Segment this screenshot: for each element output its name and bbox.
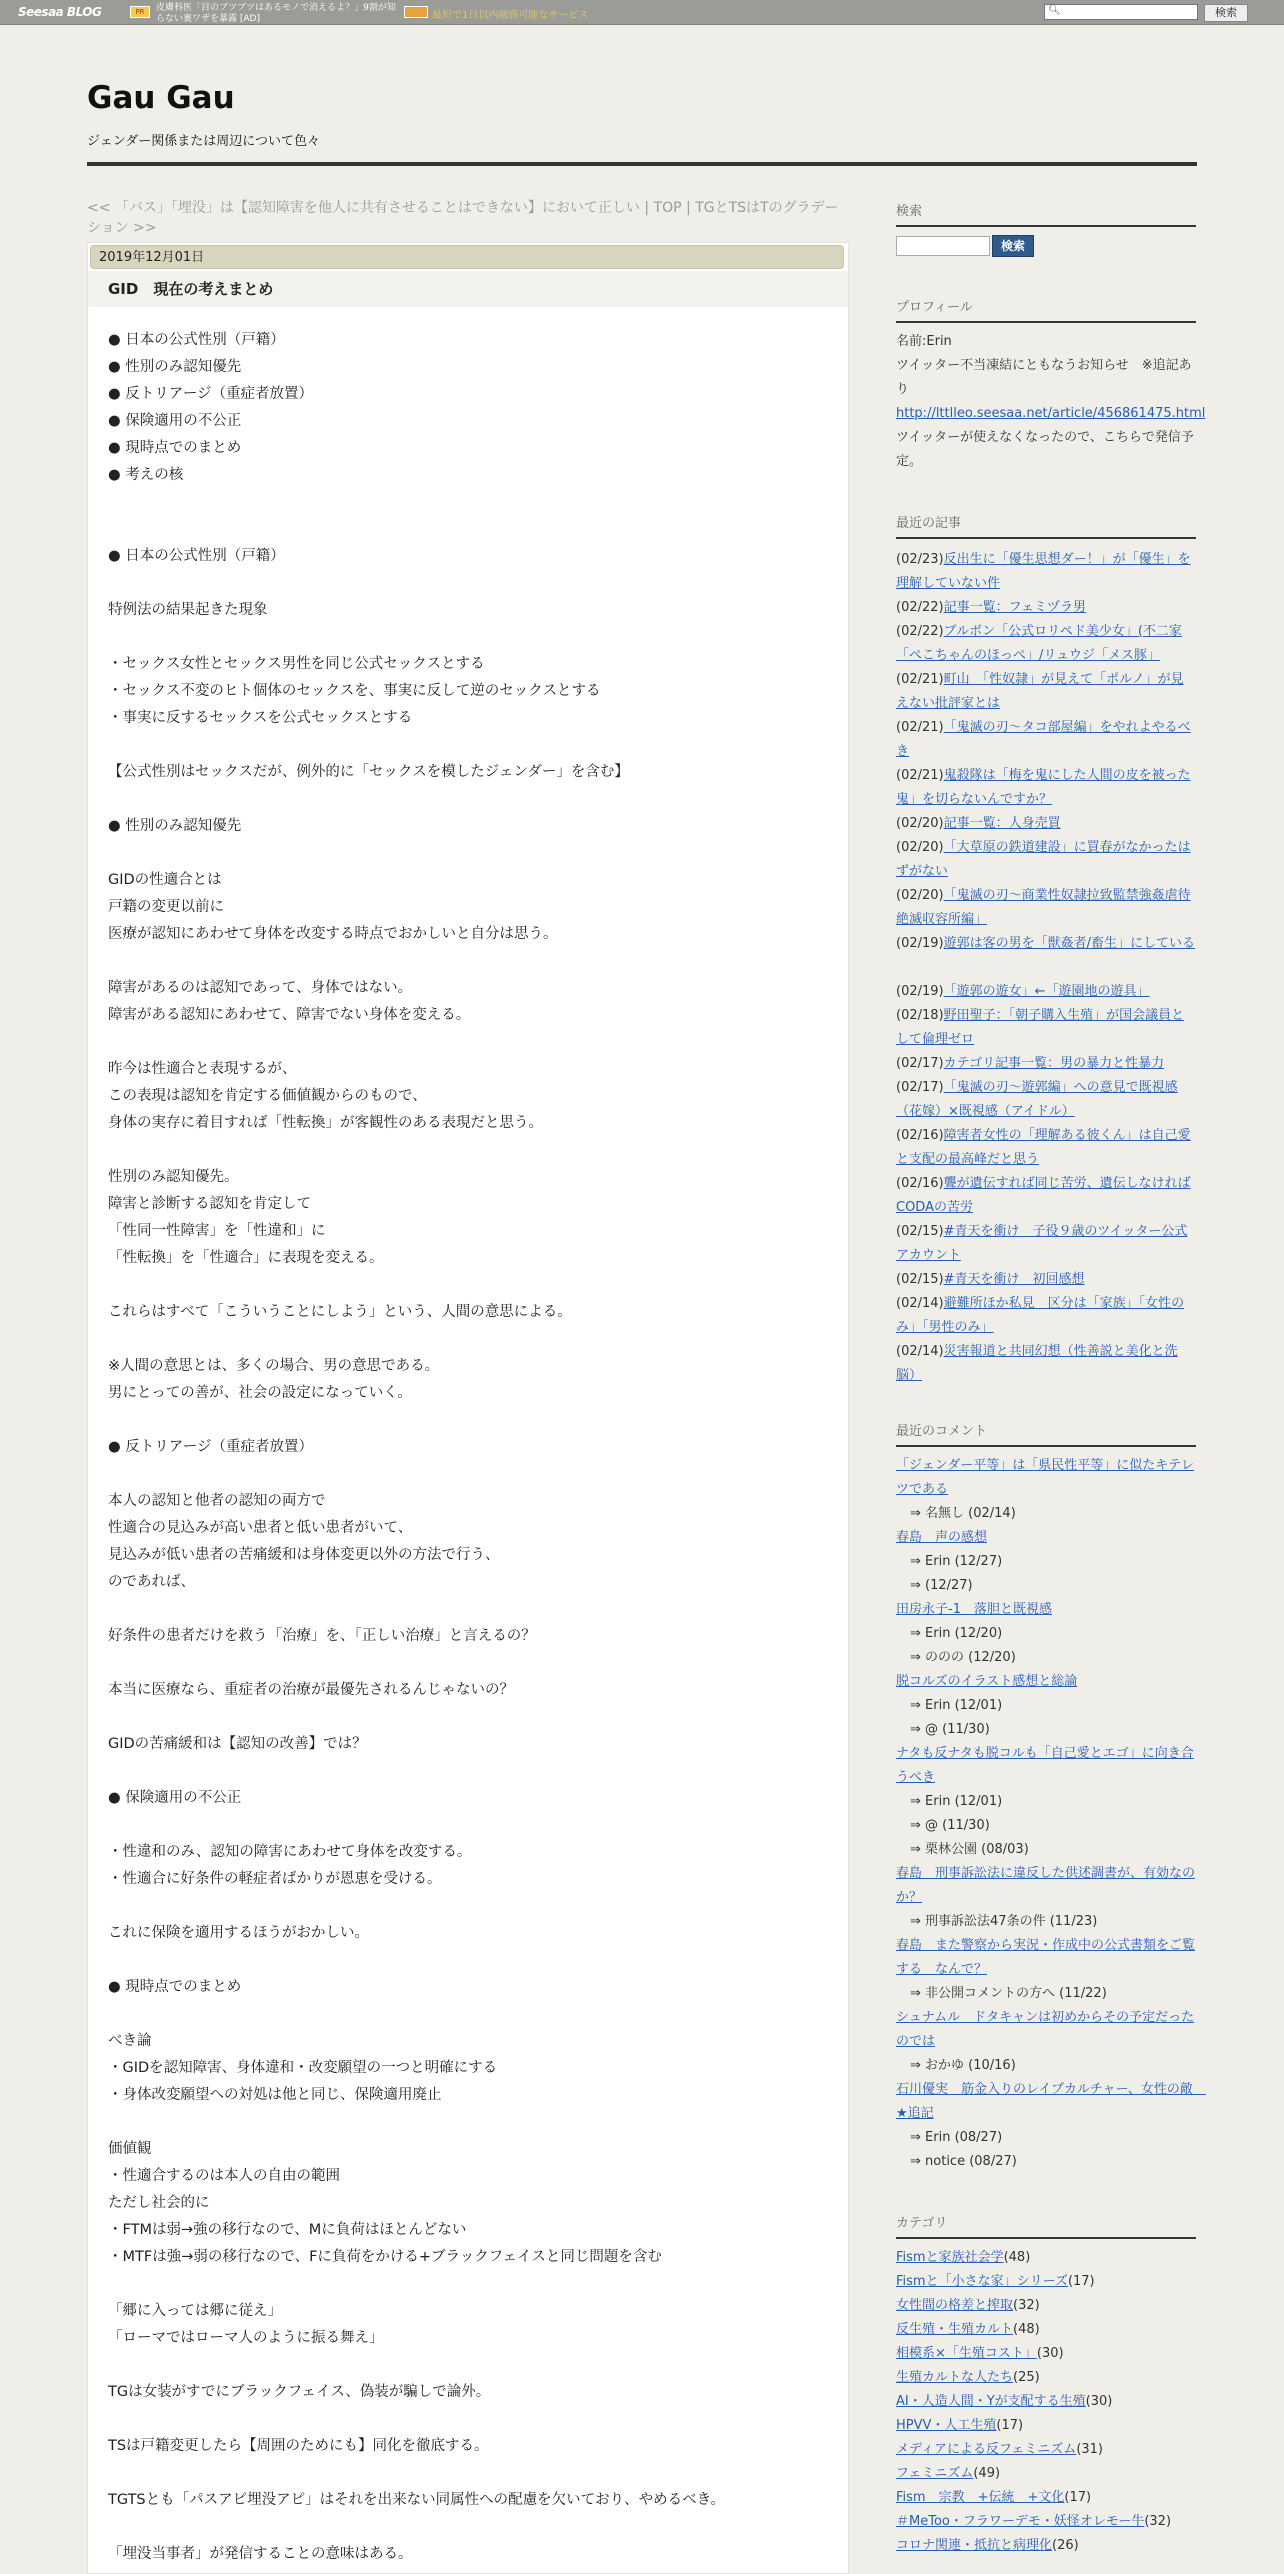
recent-article-item xyxy=(896,620,1196,668)
header-divider xyxy=(87,162,1197,166)
category-link[interactable]: Fism 宗教 +伝統 +文化 xyxy=(896,2490,1065,2505)
recent-article-link[interactable]: #青天を衝け 子役９歳のツイッター公式アカウント xyxy=(896,1224,1188,1263)
post-line xyxy=(108,1461,838,1488)
post-line xyxy=(108,2109,838,2136)
post-line xyxy=(108,1947,838,1974)
category-count: (48) xyxy=(1013,2322,1040,2337)
recent-article-link[interactable]: 遊郭は客の男を「獣姦者/畜生」にしている xyxy=(943,936,1195,951)
ad-link-2[interactable]: 最短で1日以内融資可能なサービス xyxy=(432,10,589,21)
recent-article-link[interactable]: 鬼殺隊は「梅を鬼にした人間の皮を被った鬼」を切らないんですか？ xyxy=(896,768,1191,807)
recent-article-date: (02/14) xyxy=(896,1344,944,1359)
recent-article-item xyxy=(896,668,1196,716)
comment-author[interactable]: ⇒ 名無し (02/14) xyxy=(910,1506,1016,1521)
recent-article-date: (02/15) xyxy=(896,1224,944,1239)
post-line: 価値観 xyxy=(108,2141,152,2157)
profile-after: ツイッターが使えなくなったので、こちらで発信予定。 xyxy=(896,430,1194,469)
category-item xyxy=(896,2462,1196,2486)
post-line xyxy=(108,2352,838,2379)
recent-article-link[interactable]: 記事一覧：フェミヅラ男 xyxy=(943,600,1086,615)
recent-article-date: (02/14) xyxy=(896,1296,944,1311)
post-line: ただし社会的に xyxy=(108,2195,210,2211)
post-line xyxy=(108,2406,838,2433)
post-line: ・FTMは弱→強の移行なので、Mに負荷はほとんどない xyxy=(108,2222,467,2238)
category-item xyxy=(896,2390,1196,2414)
category-item xyxy=(896,2486,1196,2510)
comment-author[interactable]: ⇒ 刑事訴訟法47条の件 (11/23) xyxy=(910,1914,1098,1929)
comment-author[interactable]: ⇒ 非公開コメントの方へ (11/22) xyxy=(910,1986,1107,2001)
top-search-button[interactable]: 検索 xyxy=(1204,4,1248,22)
post-line: ・性適合するのは本人の自由の範囲 xyxy=(108,2168,340,2184)
post-line xyxy=(108,489,838,516)
post-line: 本人の認知と他者の認知の両方で xyxy=(108,1493,326,1509)
post-line: 「郷に入っては郷に従え」 xyxy=(108,2303,282,2319)
category-link[interactable]: 女性間の格差と搾取 xyxy=(896,2298,1014,2313)
comment-author[interactable]: ⇒ (12/27) xyxy=(910,1578,973,1593)
recent-article-link[interactable]: ブルボン「公式ロリペド美少女」(不二家「ぺこちゃんのほっぺ」/リュウジ「メス豚」 xyxy=(896,624,1182,663)
article-navigation xyxy=(87,198,847,238)
search-heading: 検索 xyxy=(896,200,1196,227)
post-line: 性適合の見込みが高い患者と低い患者がいて、 xyxy=(108,1520,413,1536)
category-count: (17) xyxy=(996,2418,1024,2433)
post-line: 障害と診断する認知を肯定して xyxy=(108,1196,311,1212)
category-link[interactable]: AI・人造人間・Yが支配する生殖 xyxy=(896,2394,1086,2409)
post-line xyxy=(108,1326,838,1353)
comment-author[interactable]: ⇒ Erin (12/01) xyxy=(910,1794,1003,1809)
sidebar-search-input[interactable] xyxy=(896,236,990,256)
post-line: ・身体改変願望への対処は他と同じ、保険適用廃止 xyxy=(108,2087,442,2103)
recent-article-item xyxy=(896,836,1196,884)
recent-article-date: (02/22) xyxy=(896,624,944,639)
recent-article-item xyxy=(896,1220,1196,1268)
comment-author[interactable]: ⇒ @ (11/30) xyxy=(910,1722,990,1737)
category-count: (17) xyxy=(1064,2490,1092,2505)
post-line: 昨今は性適合と表現するが、 xyxy=(108,1061,297,1077)
post-line xyxy=(108,2001,838,2028)
top-search-input[interactable] xyxy=(1044,4,1198,20)
recent-article-date: (02/22) xyxy=(896,600,944,615)
recent-article-item xyxy=(896,1124,1196,1172)
recent-article-link[interactable]: 「遊郭の遊女」←「遊園地の遊具」 xyxy=(943,984,1150,999)
prev-article-link[interactable]: << 「バス」「埋没」は【認知障害を他人に共有させることはできない】において正しい xyxy=(87,200,640,216)
recent-article-date: (02/23) xyxy=(896,552,944,567)
comment-article-link[interactable]: 脱コルズのイラスト感想と総論 xyxy=(896,1674,1078,1689)
post-line: TSは戸籍変更したら【周囲のためにも】同化を徹底する。 xyxy=(108,2438,489,2454)
recent-article-item xyxy=(896,1004,1196,1052)
recent-article-item xyxy=(896,764,1196,812)
category-item xyxy=(896,2366,1196,2390)
recent-article-link[interactable]: 災害報道と共同幻想（性善説と美化と洗脳） xyxy=(896,1344,1178,1383)
search-icon: 🔍︎ xyxy=(1048,5,1061,16)
post-line: 「性転換」を「性適合」に表現を変える。 xyxy=(108,1250,384,1266)
post-line xyxy=(108,786,838,813)
recent-article-link[interactable]: 反出生に「優生思想ダー！」が「優生」を理解していない件 xyxy=(896,552,1191,591)
post-line xyxy=(108,1272,838,1299)
post-line xyxy=(108,1704,838,1731)
category-link[interactable]: 反生殖・生殖カルト xyxy=(896,2322,1014,2337)
recent-article-date: (02/20) xyxy=(896,888,944,903)
post-line: 【公式性別はセックスだが、例外的に「セックスを模したジェンダー」を含む】 xyxy=(108,764,629,780)
post-line: ● 保険適用の不公正 xyxy=(108,1790,242,1806)
recent-article-link[interactable]: カテゴリ記事一覧：男の暴力と性暴力 xyxy=(943,1056,1165,1071)
recent-article-item xyxy=(896,812,1196,836)
comment-article-row xyxy=(896,2078,1206,2126)
post-line: 「性同一性障害」を「性違和」に xyxy=(108,1223,326,1239)
comment-author[interactable]: ⇒ 栗林公園 (08/03) xyxy=(910,1842,1029,1857)
recent-article-link[interactable]: #青天を衝け 初回感想 xyxy=(943,1272,1085,1287)
category-link[interactable]: 生殖カルトな人たち xyxy=(896,2370,1014,2385)
post-line xyxy=(108,1650,838,1677)
category-count: (30) xyxy=(1036,2346,1064,2361)
post-line: ・MTFは強→弱の移行なので、Fに負荷をかける+ブラックフェイスと同じ問題を含む xyxy=(108,2249,662,2265)
post-line xyxy=(108,2514,838,2541)
top-toolbar xyxy=(0,0,1284,25)
site-title[interactable]: Gau Gau xyxy=(87,80,235,116)
post-line xyxy=(108,2460,838,2487)
category-count: (25) xyxy=(1013,2370,1040,2385)
category-count: (17) xyxy=(1067,2274,1095,2289)
category-link[interactable]: フェミニズム xyxy=(896,2466,974,2481)
profile-heading: プロフィール xyxy=(896,296,1196,323)
profile-notice: ツイッター不当凍結にともなうお知らせ ※追記あり xyxy=(896,358,1192,397)
sidebar-search-button[interactable]: 検索 xyxy=(992,235,1034,257)
post-line xyxy=(108,1137,838,1164)
recent-article-item xyxy=(896,1076,1196,1124)
recent-article-item xyxy=(896,1052,1196,1076)
post-line: ● 考えの核 xyxy=(108,467,184,483)
category-item xyxy=(896,2342,1196,2366)
ad-badge: PR xyxy=(130,6,150,18)
article xyxy=(87,242,849,2574)
comment-article-row xyxy=(896,1742,1196,1790)
post-line: ● 反トリアージ（重症者放置） xyxy=(108,1439,314,1455)
category-item xyxy=(896,2270,1196,2294)
post-line xyxy=(108,1758,838,1785)
category-item xyxy=(896,2438,1196,2462)
post-line: 男にとっての善が、社会の設定になっていく。 xyxy=(108,1385,412,1401)
post-line xyxy=(108,840,838,867)
recent-article-item xyxy=(896,596,1196,620)
comment-author[interactable]: ⇒ おかゆ (10/16) xyxy=(910,2058,1016,2073)
post-line xyxy=(108,2271,838,2298)
recent-article-date: (02/17) xyxy=(896,1080,944,1095)
post-line: GIDの性適合とは xyxy=(108,872,222,888)
post-line: ※人間の意思とは、多くの場合、男の意思である。 xyxy=(108,1358,440,1374)
comment-author[interactable]: ⇒ Erin (12/27) xyxy=(910,1554,1003,1569)
recent-article-date: (02/21) xyxy=(896,720,944,735)
post-line xyxy=(108,1407,838,1434)
category-count: (49) xyxy=(973,2466,1001,2481)
recent-article-date: (02/21) xyxy=(896,672,944,687)
comment-article-row xyxy=(896,1670,1196,1694)
category-count: (30) xyxy=(1085,2394,1113,2409)
post-title: GID 現在の考えまとめ xyxy=(88,271,848,307)
post-line: 見込みが低い患者の苦痛緩和は身体変更以外の方法で行う、 xyxy=(108,1547,500,1563)
recent-comments-heading: 最近のコメント xyxy=(896,1420,1196,1447)
post-line: 本当に医療なら、重症者の治療が最優先されるんじゃないの？ xyxy=(108,1682,514,1698)
recent-article-link[interactable]: 町山 「性奴隷」が見えて「ポルノ」が見えない批評家とは xyxy=(896,672,1184,711)
nav-separator: | xyxy=(639,200,654,216)
post-line: ● 現時点でのまとめ xyxy=(108,440,242,456)
comment-article-row xyxy=(896,1862,1196,1910)
post-line: GIDの苦痛緩和は【認知の改善】では？ xyxy=(108,1736,367,1752)
recent-article-date: (02/18) xyxy=(896,1008,944,1023)
comment-article-row xyxy=(896,2006,1196,2054)
post-line: ・セックス不変のヒト個体のセックスを、事実に反して逆のセックスとする xyxy=(108,683,601,699)
next-article-link[interactable]: TGとTSはTのグラデーション >> xyxy=(87,200,839,236)
seesaa-logo[interactable]: Seesaa BLOG xyxy=(18,5,102,19)
top-link[interactable]: TOP xyxy=(653,200,682,216)
comment-article-link[interactable]: 石川優実 筋金入りのレイプカルチャー、女性の敵 ★追記 xyxy=(896,2082,1206,2121)
recent-article-link[interactable]: 「鬼滅の刃～遊郭編」への意見で既視感（花嫁）×既視感（アイドル） xyxy=(896,1080,1178,1119)
comment-article-link[interactable]: 春島 刑事訴訟法に違反した供述調書が、有効なのか？ xyxy=(896,1866,1196,1905)
recent-article-date: (02/21) xyxy=(896,768,944,783)
category-item xyxy=(896,2294,1196,2318)
comment-article-row xyxy=(896,1598,1196,1622)
category-count: (31) xyxy=(1076,2442,1103,2457)
post-line: ・セックス女性とセックス男性を同じ公式セックスとする xyxy=(108,656,485,672)
category-link[interactable]: HPVV・人工生殖 xyxy=(896,2418,997,2433)
post-line: ● 保険適用の不公正 xyxy=(108,413,242,429)
post-line: ・事実に反するセックスを公式セックスとする xyxy=(108,710,413,726)
post-line: これらはすべて「こういうことにしよう」という、人間の意思による。 xyxy=(108,1304,572,1320)
recent-article-item xyxy=(896,1292,1196,1340)
recent-article-item xyxy=(896,1268,1196,1292)
post-line: ・性違和のみ、認知の障害にあわせて身体を改変する。 xyxy=(108,1844,472,1860)
comment-author[interactable]: ⇒ Erin (12/20) xyxy=(910,1626,1003,1641)
category-item xyxy=(896,2414,1196,2438)
post-line: 医療が認知にあわせて身体を改変する時点でおかしいと自分は思う。 xyxy=(108,926,558,942)
post-line: 身体の実存に着目すれば「性転換」が客観性のある表現だと思う。 xyxy=(108,1115,543,1131)
category-link[interactable]: Fismと「小さな家」シリーズ xyxy=(896,2274,1068,2289)
post-line: ● 現時点でのまとめ xyxy=(108,1979,242,1995)
comment-article-link[interactable]: 「ジェンダー平等」は「県民性平等」に似たキテレツである xyxy=(896,1458,1194,1497)
post-line: この表現は認知を肯定する価値観からのもので、 xyxy=(108,1088,427,1104)
recent-article-link[interactable]: 「大草原の鉄道建設」に買春がなかったはずがない xyxy=(896,840,1191,879)
recent-article-item xyxy=(896,548,1196,596)
comment-article-link[interactable]: 春島 声の感想 xyxy=(896,1530,988,1545)
ad-link-1[interactable]: 皮膚科医「目のブツブツはあるモノで消えるよ？」9割が知らない裏ワザを暴露 [AD] xyxy=(156,3,396,24)
recent-article-item xyxy=(896,716,1196,764)
recent-article-date: (02/20) xyxy=(896,816,944,831)
comment-author[interactable]: ⇒ notice (08/27) xyxy=(910,2154,1017,2169)
post-date: 2019年12月01日 xyxy=(90,245,844,269)
recent-article-date: (02/15) xyxy=(896,1272,944,1287)
post-line xyxy=(108,1029,838,1056)
post-line: ● 性別のみ認知優先 xyxy=(108,818,242,834)
recent-article-item xyxy=(896,1172,1196,1220)
recent-article-date: (02/16) xyxy=(896,1128,944,1143)
post-line: べき論 xyxy=(108,2033,152,2049)
comment-article-row xyxy=(896,1934,1196,1982)
nav-separator: | xyxy=(681,200,696,216)
post-line: ・GIDを認知障害、身体違和・改変願望の一つと明確にする xyxy=(108,2060,498,2076)
comment-article-link[interactable]: シュナムル ドタキャンは初めからその予定だったのでは xyxy=(896,2010,1195,2049)
post-line: 「埋没当事者」が発信することの意味はある。 xyxy=(108,2546,413,2562)
recent-article-date: (02/16) xyxy=(896,1176,944,1191)
category-link[interactable]: メディアによる反フェミニズム xyxy=(896,2442,1077,2457)
category-link[interactable]: Fismと家族社会学 xyxy=(896,2250,1004,2265)
post-line xyxy=(108,948,838,975)
comment-author[interactable]: ⇒ ののの (12/20) xyxy=(910,1650,1016,1665)
comment-author[interactable]: ⇒ Erin (08/27) xyxy=(910,2130,1003,2145)
post-line: これに保険を適用するほうがおかしい。 xyxy=(108,1925,369,1941)
recent-article-link[interactable]: 聾が遺伝すれば同じ苦労、遺伝しなければCODAの苦労 xyxy=(896,1176,1191,1215)
comment-article-link[interactable]: 田房永子-1 落胆と既視感 xyxy=(896,1602,1052,1617)
category-count: (32) xyxy=(1144,2514,1172,2529)
profile-link[interactable]: http://lttlleo.seesaa.net/article/456861475.html xyxy=(896,406,1206,421)
recent-article-link[interactable]: 野田聖子：「朝子購入生殖」が国会議員として倫理ゼロ xyxy=(896,1008,1185,1047)
post-line: 戸籍の変更以前に xyxy=(108,899,224,915)
category-count: (26) xyxy=(1052,2538,1079,2553)
category-item xyxy=(896,2318,1196,2342)
post-line xyxy=(108,570,838,597)
recent-article-date: (02/20) xyxy=(896,840,944,855)
recent-article-item xyxy=(896,932,1196,956)
category-link[interactable]: ＃MeToo・フラワーデモ・妖怪オレモー牛 xyxy=(896,2514,1145,2529)
post-line: 「ローマではローマ人のように振る舞え」 xyxy=(108,2330,384,2346)
post-line: 障害がある認知にあわせて、障害でない身体を変える。 xyxy=(108,1007,471,1023)
category-link[interactable]: コロナ関連・抵抗と病理化 xyxy=(896,2538,1053,2553)
post-line xyxy=(108,1812,838,1839)
profile-link-row xyxy=(896,402,1206,426)
recent-article-date: (02/17) xyxy=(896,1056,944,1071)
recent-article-item xyxy=(896,884,1196,932)
recent-article-link[interactable]: 「鬼滅の刃～タコ部屋編」をやれよやるべき xyxy=(896,720,1191,759)
comment-author[interactable]: ⇒ Erin (12/01) xyxy=(910,1698,1003,1713)
comment-article-link[interactable]: 春島 また警察から実況・作成中の公式書類をご覧する なんで？ xyxy=(896,1938,1196,1977)
post-body xyxy=(108,327,838,2568)
post-line xyxy=(108,624,838,651)
recent-article-item xyxy=(896,1340,1196,1388)
post-line: 性別のみ認知優先。 xyxy=(108,1169,239,1185)
post-line: ● 反トリアージ（重症者放置） xyxy=(108,386,314,402)
categories-heading: カテゴリ xyxy=(896,2212,1196,2239)
post-line xyxy=(108,1596,838,1623)
comment-author[interactable]: ⇒ @ (11/30) xyxy=(910,1818,990,1833)
recent-article-item xyxy=(896,980,1196,1004)
post-line: ・性適合に好条件の軽症者ばかりが恩恵を受ける。 xyxy=(108,1871,442,1887)
post-line: TGは女装がすでにブラックフェイス、偽装が騙しで論外。 xyxy=(108,2384,491,2400)
post-line: ● 日本の公式性別（戸籍） xyxy=(108,332,285,348)
category-item xyxy=(896,2534,1196,2558)
recent-article-date: (02/19) xyxy=(896,984,944,999)
post-line: ● 日本の公式性別（戸籍） xyxy=(108,548,285,564)
post-line: のであれば、 xyxy=(108,1574,195,1590)
post-line xyxy=(108,516,838,543)
comment-article-row xyxy=(896,1454,1196,1502)
post-line xyxy=(108,732,838,759)
comment-article-link[interactable]: ナタも反ナタも脱コルも「自己愛とエゴ」に向き合うべき xyxy=(896,1746,1194,1785)
recent-article-link[interactable]: 障害者女性の「理解ある彼くん」は自己愛と支配の最高峰だと思う xyxy=(896,1128,1191,1167)
comment-article-row xyxy=(896,1526,1196,1550)
recent-article-date: (02/19) xyxy=(896,936,944,951)
category-item xyxy=(896,2510,1196,2534)
post-line xyxy=(108,1893,838,1920)
profile-name: 名前:Erin xyxy=(896,334,952,349)
recent-article-link[interactable]: 「鬼滅の刃～商業性奴隷拉致監禁強姦虐待絶滅収容所編」 xyxy=(896,888,1191,927)
recent-article-link[interactable]: 避難所ほか私見 区分は「家族」「女性のみ」「男性のみ」 xyxy=(896,1296,1185,1335)
post-line: 障害があるのは認知であって、身体ではない。 xyxy=(108,980,413,996)
category-count: (48) xyxy=(1003,2250,1031,2265)
post-line: TGTSとも「パスアピ埋没アピ」はそれを出来ない同属性への配慮を欠いており、やめるべき。 xyxy=(108,2492,726,2508)
post-line: 好条件の患者だけを救う「治療」を、「正しい治療」と言えるの？ xyxy=(108,1628,536,1644)
recent-article-link[interactable]: 記事一覧：人身売買 xyxy=(943,816,1061,831)
site-description: ジェンダー関係または周辺について色々 xyxy=(87,134,320,149)
post-line: 特例法の結果起きた現象 xyxy=(108,602,268,618)
post-line: ● 性別のみ認知優先 xyxy=(108,359,242,375)
ad-badge-2 xyxy=(404,6,428,18)
category-item xyxy=(896,2246,1196,2270)
category-link[interactable]: 相模系×「生殖コスト」 xyxy=(896,2346,1037,2361)
category-count: (32) xyxy=(1013,2298,1040,2313)
recent-articles-heading: 最近の記事 xyxy=(896,512,1196,539)
